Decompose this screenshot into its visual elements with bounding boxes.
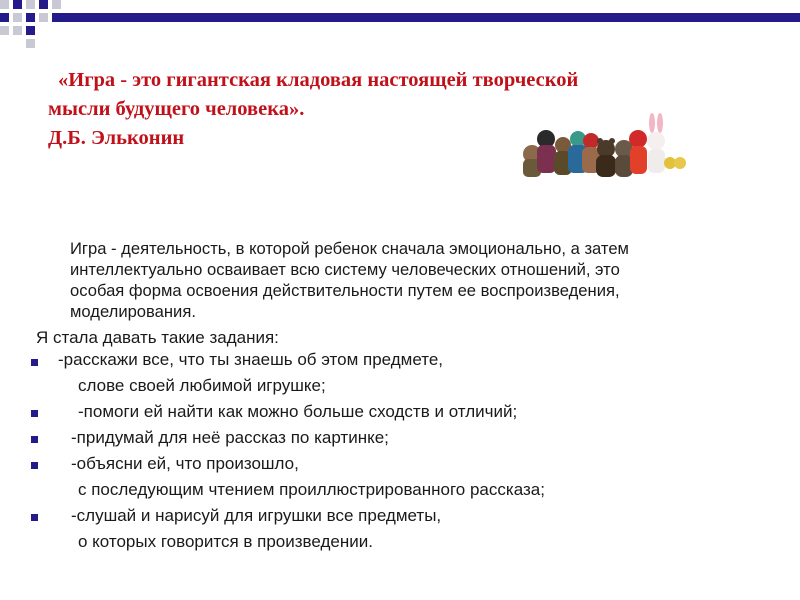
definition-line: особая форма освоения действительности путем ее воспроизведения, <box>70 281 620 300</box>
definition-line: моделирования. <box>70 302 196 321</box>
task-item: -придумай для неё рассказ по картинке; <box>71 428 389 447</box>
bullet-square-icon <box>31 359 38 366</box>
task-item: -помоги ей найти как можно больше сходств и отличий; <box>78 402 518 421</box>
definition-paragraph <box>70 238 750 322</box>
quote-author: Д.Б. Эльконин <box>48 127 185 149</box>
task-item: -объясни ей, что произошло, <box>71 454 299 473</box>
bullet-square-icon <box>31 462 38 469</box>
task-item-continuation: слове своей любимой игрушке; <box>78 376 326 395</box>
quote-line-2: мысли будущего человека». <box>48 98 305 120</box>
task-item-continuation: о которых говорится в произведении. <box>78 532 373 551</box>
bullet-square-icon <box>31 436 38 443</box>
definition-line: интеллектуально осваивает всю систему человеческих отношений, это <box>70 260 620 279</box>
tasks-intro: Я стала давать такие задания: <box>36 328 279 347</box>
bullet-square-icon <box>31 514 38 521</box>
task-item-continuation: с последующим чтением проиллюстрированного рассказа; <box>78 480 545 499</box>
task-item: -расскажи все, что ты знаешь об этом предмете, <box>58 350 444 369</box>
task-item: -слушай и нарисуй для игрушки все предметы, <box>71 506 442 525</box>
definition-line: Игра - деятельность, в которой ребенок сначала эмоционально, а затем <box>70 239 629 258</box>
quote-line-1: «Игра - это гигантская кладовая настоящей творческой <box>58 69 579 91</box>
bullet-square-icon <box>31 410 38 417</box>
